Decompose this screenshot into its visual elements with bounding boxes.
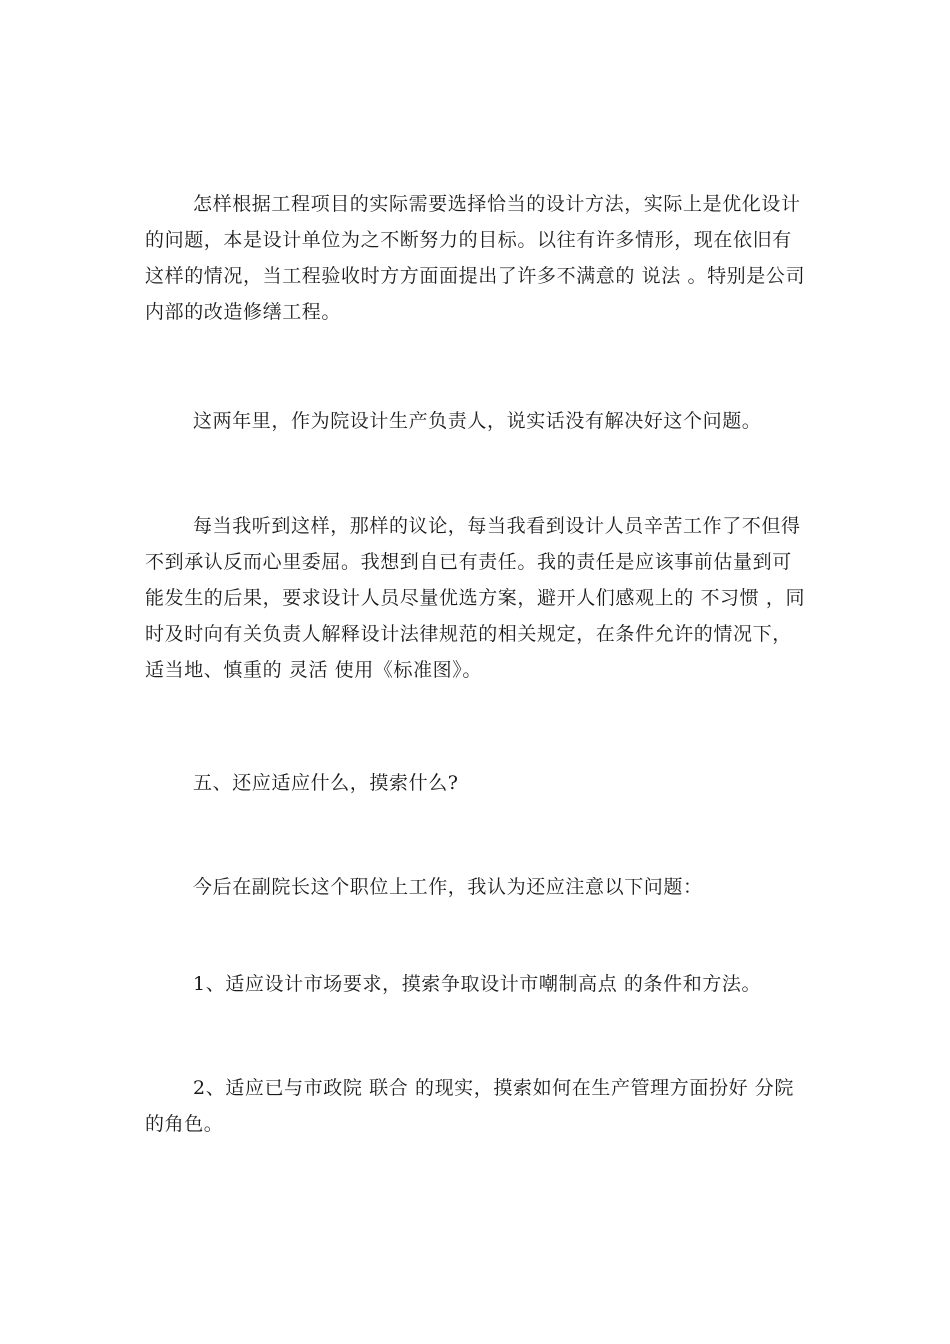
paragraph-future-issues: 今后在副院长这个职位上工作，我认为还应注意以下问题：	[193, 876, 703, 898]
paragraph-responsibility: 每当我听到这样，那样的议论，每当我看到设计人员辛苦工作了不但得不到承认反而心里委屈。我想到自已有责任。我的责任是应该事前估量到可能发生的后果，要求设计人员尽量优选方案，避开人们感观上的 不习惯 ，同时及时向有关负责人解释设计法律规范的相关规定，在条件允许的情况下，适当地、慎重的 灵活 使用《标准图》。	[145, 515, 806, 681]
section-heading-five: 五、还应适应什么，摸索什么?	[193, 772, 459, 794]
list-item-1: 1、适应设计市场要求，摸索争取设计市嘲制高点 的条件和方法。	[193, 973, 762, 995]
paragraph-two-years: 这两年里，作为院设计生产负责人，说实话没有解决好这个问题。	[193, 410, 762, 432]
paragraph-design-methods: 怎样根据工程项目的实际需要选择恰当的设计方法，实际上是优化设计的问题，本是设计单位为之不断努力的目标。以往有许多情形，现在依旧有这样的情况，当工程验收时方方面面提出了许多不满意的 说法 。特别是公司内部的改造修缮工程。	[145, 193, 806, 323]
list-item-2: 2、适应已与市政院 联合 的现实，摸索如何在生产管理方面扮好 分院的角色。	[145, 1077, 795, 1135]
